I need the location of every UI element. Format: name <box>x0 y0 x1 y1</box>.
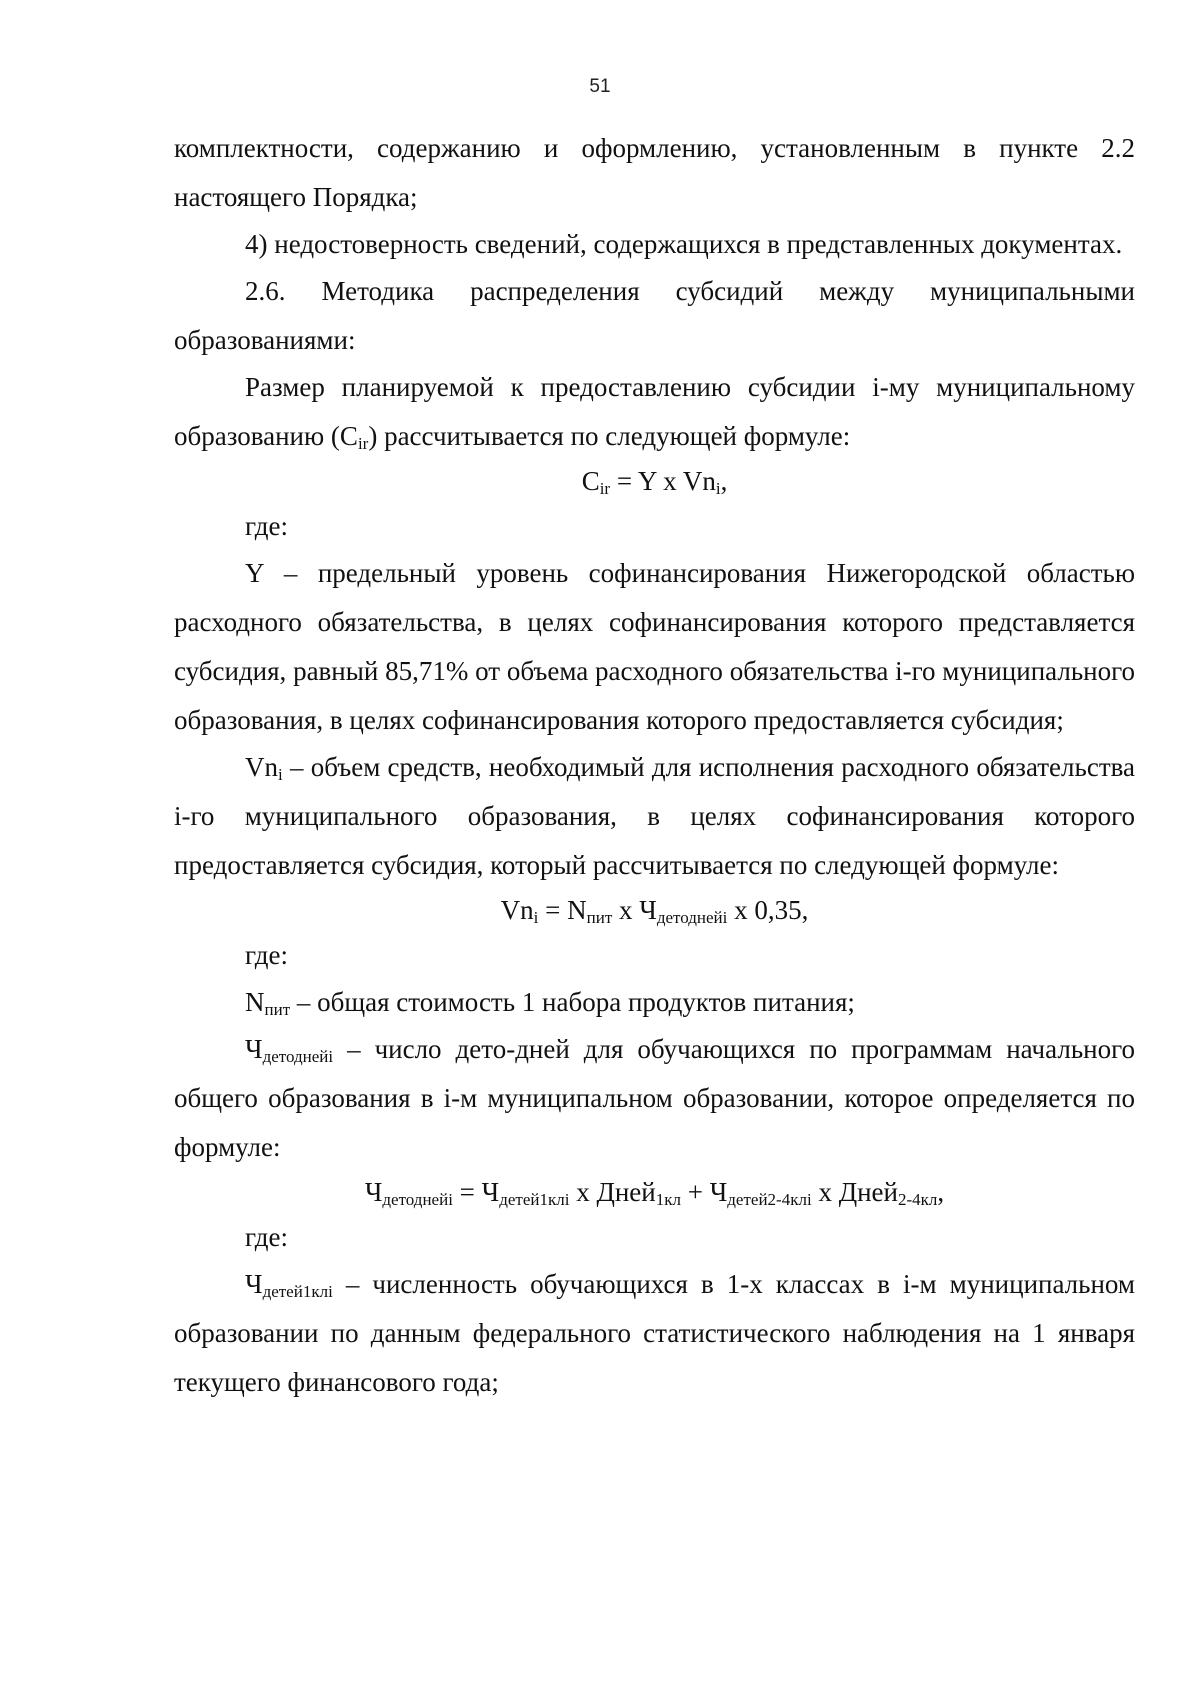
paragraph-y-definition: Y – предельный уровень софинансирования Нижегородской областью расходного обязательства, в целях софинансирования которого представляется субсидия, равный 85,71% от объема расходного обязательства i-го муниципального образования, в целях софинансирования которого предоставляется субсидия; <box>174 558 1135 735</box>
where-label-3: где: <box>245 1222 288 1252</box>
paragraph-vn-definition <box>174 743 1135 890</box>
paragraph-child-days-definition <box>174 1025 1135 1172</box>
where-label-2: где: <box>245 940 288 970</box>
formula-run: + Ч <box>681 1177 728 1207</box>
subscript: i <box>533 908 539 927</box>
paragraph-first-grade-definition <box>174 1260 1135 1407</box>
formula-child-days <box>174 1168 1135 1217</box>
formula-subsidy <box>174 457 1135 506</box>
paragraph-completeness: комплектности, содержанию и оформлению, установленным в пункте 2.2 настоящего Порядка; <box>174 133 1135 212</box>
formula-run: = Y x Vn <box>610 466 716 496</box>
formula-run: x 0,35, <box>727 895 809 925</box>
paragraph-section-2-6: 2.6. Методика распределения субсидий между муниципальными образованиями: <box>174 276 1135 355</box>
text-run: Ч <box>245 1034 263 1064</box>
text-run: – объем средств, необходимый для исполнения расходного обязательства i-го муниципального образования, в целях софинансирования которого предоставляется субсидия, который рассчитывается по следующей формуле: <box>174 752 1135 880</box>
subscript: 1кл <box>655 1190 681 1209</box>
document-body <box>174 124 1135 1407</box>
subscript: детей1клi <box>262 1282 333 1301</box>
formula-run: C <box>581 466 600 496</box>
subscript: детоднейi <box>656 908 728 927</box>
formula-vn <box>174 886 1135 935</box>
subscript: детоднейi <box>382 1190 453 1209</box>
formula-run: = Ч <box>452 1177 500 1207</box>
text-run: ) рассчитывается по следующей формуле: <box>368 421 851 451</box>
text-run: N <box>245 987 265 1017</box>
formula-run: Vn <box>500 895 534 925</box>
subscript: i <box>715 479 721 498</box>
formula-run: , <box>720 466 728 496</box>
formula-run: x Ч <box>612 895 657 925</box>
text-run: Ч <box>245 1269 263 1299</box>
subscript: 2-4кл <box>898 1190 938 1209</box>
formula-run: = N <box>538 895 587 925</box>
subscript: пит <box>264 1000 291 1019</box>
formula-run: , <box>937 1177 945 1207</box>
text-run: – число дето-дней для обучающихся по программам начального общего образования в i-м муниципальном образовании, которое определяется по формуле: <box>174 1034 1135 1162</box>
text-run: – общая стоимость 1 набора продуктов питания; <box>290 987 855 1017</box>
text-run: – численность обучающихся в 1-х классах в i-м муниципальном образовании по данным федерального статистического наблюдения на 1 января текущего финансового года; <box>174 1269 1135 1397</box>
text-run: Размер планируемой к предоставлению субсидии i-му муниципальному образованию (C <box>174 372 1135 451</box>
paragraph-subsidy-size <box>174 363 1135 461</box>
text-run: Vn <box>245 752 278 782</box>
page-number: 51 <box>589 76 611 97</box>
subscript: пит <box>586 908 613 927</box>
formula-run: Ч <box>364 1177 383 1207</box>
subscript: ir <box>357 434 369 453</box>
formula-run: x Дней <box>811 1177 898 1207</box>
paragraph-npit-definition <box>174 978 1135 1027</box>
subscript: i <box>278 765 283 784</box>
subscript: детоднейi <box>262 1047 334 1066</box>
formula-run: x Дней <box>569 1177 656 1207</box>
subscript: ir <box>599 479 611 498</box>
subscript: детей1клi <box>499 1190 570 1209</box>
subscript: детей2-4клi <box>727 1190 812 1209</box>
where-label-1: где: <box>245 511 288 541</box>
paragraph-item-4: 4) недостоверность сведений, содержащихся в представленных документах. <box>245 229 1123 259</box>
